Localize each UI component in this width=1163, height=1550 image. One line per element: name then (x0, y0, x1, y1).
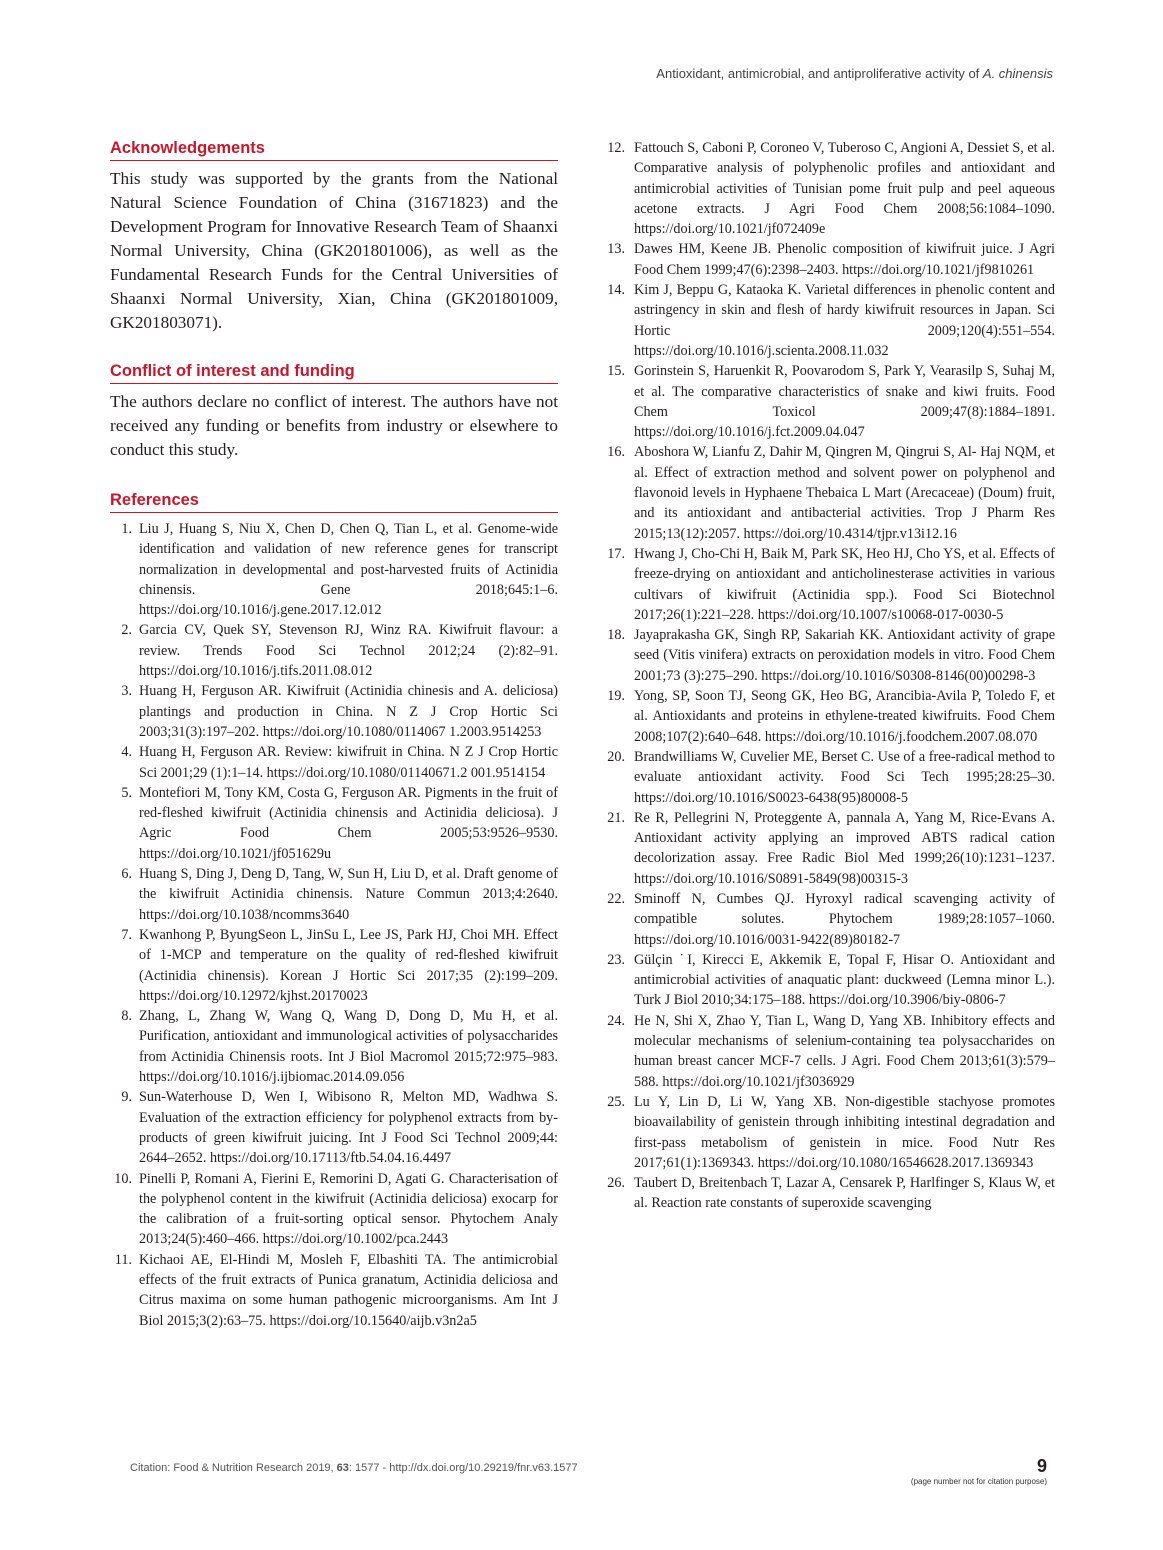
reference-item: 21. Re R, Pellegrini N, Proteggente A, pannala A, Yang M, Rice-Evans A. Antioxidant activity applying an improved ABTS radical cation decolorization assay. Free Radic Biol Med 1999;26(10):1231–1237. https://doi.org/10.1016/S0891-5849(98)00315-3 (607, 809, 1055, 887)
reference-item: 14. Kim J, Beppu G, Kataoka K. Varietal differences in phenolic content and astringency in skin and flesh of hardy kiwifruit resources in Japan. Sci Hortic 2009;120(4):551–554. https://doi.org/10.1016/j.scienta.2008.11.032 (607, 282, 1055, 359)
reference-item: 20. Brandwilliams W, Cuvelier ME, Berset C. Use of a free-radical method to evaluate antioxidant activity. Food Sci Tech 1995;28:25–30. https://doi.org/10.1016/S0023-6438(95)80008-5 (607, 748, 1055, 806)
reference-item: 10. Pinelli P, Romani A, Fierini E, Remorini D, Agati G. Characterisation of the polyphenol content in the kiwifruit (Actinidia deliciosa) exocarp for the calibration of a fruit-sorting optical sensor. Phytochem Analy 2013;24(5):460–466. https://doi.org/10.1002/pca.2443 (114, 1170, 558, 1248)
reference-item: 4. Huang H, Ferguson AR. Review: kiwifruit in China. N Z J Crop Hortic Sci 2001;29 (1):1–14. https://doi.org/10.1080/01140671.2 001.9514154 (121, 744, 558, 781)
acknowledgements-text: This study was supported by the grants from the National Natural Science Foundation of China (31671823) and the Development Program for Innovative Research Team of Shaanxi Normal University, China (GK201801006), as well as the Fundamental Research Funds for the Central Universities of Shaanxi Normal University, Xian, China (GK201801009, GK201803071). (110, 169, 558, 332)
footer-citation: Citation: Food & Nutrition Research 2019, 63: 1577 - http://dx.doi.org/10.29219/fnr.v63.1577 (130, 1462, 578, 1474)
reference-item: 17. Hwang J, Cho-Chi H, Baik M, Park SK, Heo HJ, Cho YS, et al. Effects of freeze-drying on antioxidant and anticholinesterase activities in various cultivars of kiwifruit (Actinidia spp.). Food Sci Biotechnol 2017;26(1):221–228. https://doi.org/10.1007/s10068-017-0030-5 (607, 545, 1055, 623)
running-head-text: Antioxidant, antimicrobial, and antiproliferative activity of (656, 66, 983, 81)
reference-item: 24. He N, Shi X, Zhao Y, Tian L, Wang D, Yang XB. Inhibitory effects and molecular mechanisms of selenium-containing tea polysaccharides on human breast cancer MCF-7 cells. J Agri. Food Chem 2013;61(3):579–588. https://doi.org/10.1021/jf3036929 (607, 1012, 1055, 1090)
right-column (605, 138, 1055, 1214)
reference-item: 3. Huang H, Ferguson AR. Kiwifruit (Actinidia chinesis and A. deliciosa) plantings and production in China. N Z J Crop Hortic Sci 2003;31(3):197–202. https://doi.org/10.1080/0114067 1.2003.9514253 (121, 683, 558, 740)
running-head-species: A. chinensis (982, 66, 1053, 81)
reference-item: 23. Gülçin ˙I, Kirecci E, Akkemik E, Topal F, Hisar O. Antioxidant and antimicrobial activities of anaquatic plant: duckweed (Lemna minor L.). Turk J Biol 2010;34:175–188. https://doi.org/10.3906/biy-0806-7 (607, 951, 1055, 1009)
reference-item: 12. Fattouch S, Caboni P, Coroneo V, Tuberoso C, Angioni A, Dessiet S, et al. Comparative analysis of polyphenolic profiles and antioxidant and antimicrobial activities of Tunisian pome fruit pulp and peel aqueous acetone extracts. J Agri Food Chem 2008;56:1084–1090. https://doi.org/10.1021/jf072409e (607, 140, 1055, 238)
reference-item: 6. Huang S, Ding J, Deng D, Tang, W, Sun H, Liu D, et al. Draft genome of the kiwifruit Actinidia chinensis. Nature Commun 2013;4:2640. https://doi.org/10.1038/ncomms3640 (121, 866, 558, 923)
conflict-heading: Conflict of interest and funding (110, 361, 558, 384)
left-column (110, 138, 558, 1331)
page-number-note: (page number not for citation purpose) (910, 1477, 1047, 1486)
reference-item: 16. Aboshora W, Lianfu Z, Dahir M, Qingren M, Qingrui S, Al- Haj NQM, et al. Effect of extraction method and solvent power on polyphenol and flavonoid levels in Hyphaene Thebaica L Mart (Arecaceae) (Doum) fruit, and its antioxidant and antibacterial activities. Trop J Pharm Res 2015;13(12):2057. https://doi.org/10.4314/tjpr.v13i12.16 (607, 444, 1055, 542)
reference-item: 15. Gorinstein S, Haruenkit R, Poovarodom S, Park Y, Vearasilp S, Suhaj M, et al. The comparative characteristics of snake and kiwi fruits. Food Chem Toxicol 2009;47(8):1884–1891. https://doi.org/10.1016/j.fct.2009.04.047 (607, 363, 1055, 441)
reference-item: 11. Kichaoi AE, El-Hindi M, Mosleh F, Elbashiti TA. The antimicrobial effects of the fruit extracts of Punica granatum, Actinidia deliciosa and Citrus maxima on some human pathogenic microorganisms. Am Int J Biol 2015;3(2):63–75. https://doi.org/10.15640/aijb.v3n2a5 (114, 1251, 558, 1329)
reference-list-right (605, 138, 1055, 1214)
reference-item: 9. Sun-Waterhouse D, Wen I, Wibisono R, Melton MD, Wadhwa S. Evaluation of the extraction efficiency for polyphenol extracts from by-products of green kiwifruit juicing. Int J Food Sci Technol 2009;44: 2644–2652. https://doi.org/10.17113/ftb.54.04.16.4497 (121, 1089, 558, 1167)
reference-item: 22. Sminoff N, Cumbes QJ. Hyroxyl radical scavenging activity of compatible solutes. Phytochem 1989;28:1057–1060. https://doi.org/10.1016/0031-9422(89)80182-7 (607, 890, 1055, 948)
reference-item: 13. Dawes HM, Keene JB. Phenolic composition of kiwifruit juice. J Agri Food Chem 1999;47(6):2398–2403. https://doi.org/10.1021/jf9810261 (607, 241, 1055, 278)
page-number: 9 (1036, 1456, 1047, 1476)
reference-item: 26. Taubert D, Breitenbach T, Lazar A, Censarek P, Harlfinger S, Klaus W, et al. Reaction rate constants of superoxide scavenging (607, 1175, 1055, 1212)
acknowledgements-heading: Acknowledgements (110, 138, 558, 161)
references-heading: References (110, 490, 558, 513)
reference-item: 18. Jayaprakasha GK, Singh RP, Sakariah KK. Antioxidant activity of grape seed (Vitis vinifera) extracts on peroxidation models in vitro. Food Chem 2001;73 (3):275–290. https://doi.org/10.1016/S0308-8146(00)00298-3 (607, 627, 1055, 684)
conflict-text: The authors declare no conflict of interest. The authors have not received any funding or benefits from industry or elsewhere to conduct this study. (110, 392, 558, 459)
reference-item: 19. Yong, SP, Soon TJ, Seong GK, Heo BG, Arancibia-Avila P, Toledo F, et al. Antioxidants and proteins in ethylene-treated kiwifruits. Food Chem 2008;107(2):640–648. https://doi.org/10.1016/j.foodchem.2007.08.070 (607, 688, 1055, 745)
reference-item: 1. Liu J, Huang S, Niu X, Chen D, Chen Q, Tian L, et al. Genome-wide identification and validation of new reference genes for transcript normalization in developmental and post-harvested fruits of Actinidia chinensis. Gene 2018;645:1–6. https://doi.org/10.1016/j.gene.2017.12.012 (121, 521, 558, 619)
reference-item: 8. Zhang, L, Zhang W, Wang Q, Wang D, Dong D, Mu H, et al. Purification, antioxidant and immunological activities of polysaccharides from Actinidia Chinensis roots. Int J Biol Macromol 2015;72:975–983. https://doi.org/10.1016/j.ijbiomac.2014.09.056 (121, 1008, 558, 1086)
reference-item: 2. Garcia CV, Quek SY, Stevenson RJ, Winz RA. Kiwifruit flavour: a review. Trends Food Sci Technol 2012;24 (2):82–91. https://doi.org/10.1016/j.tifs.2011.08.012 (121, 622, 558, 680)
reference-item: 25. Lu Y, Lin D, Li W, Yang XB. Non-digestible stachyose promotes bioavailability of genistein through inhibiting intestinal degradation and first-pass metabolism of genistein in mice. Food Nutr Res 2017;61(1):1369343. https://doi.org/10.1080/16546628.2017.1369343 (607, 1093, 1055, 1171)
footer-volume: 63 (336, 1462, 349, 1474)
reference-list-left (110, 519, 558, 1331)
running-head (433, 66, 1053, 81)
reference-item: 7. Kwanhong P, ByungSeon L, JinSu L, Lee JS, Park HJ, Choi MH. Effect of 1-MCP and temperature on the quality of red-fleshed kiwifruit (Actinidia chinensis). Korean J Hortic Sci 2017;35 (2):199–209. https://doi.org/10.12972/kjhst.20170023 (121, 926, 558, 1004)
reference-item: 5. Montefiori M, Tony KM, Costa G, Ferguson AR. Pigments in the fruit of red-fleshed kiwifruit (Actinidia chinensis and Actinidia deliciosa). J Agric Food Chem 2005;53:9526–9530. https://doi.org/10.1021/jf051629u (121, 784, 558, 862)
